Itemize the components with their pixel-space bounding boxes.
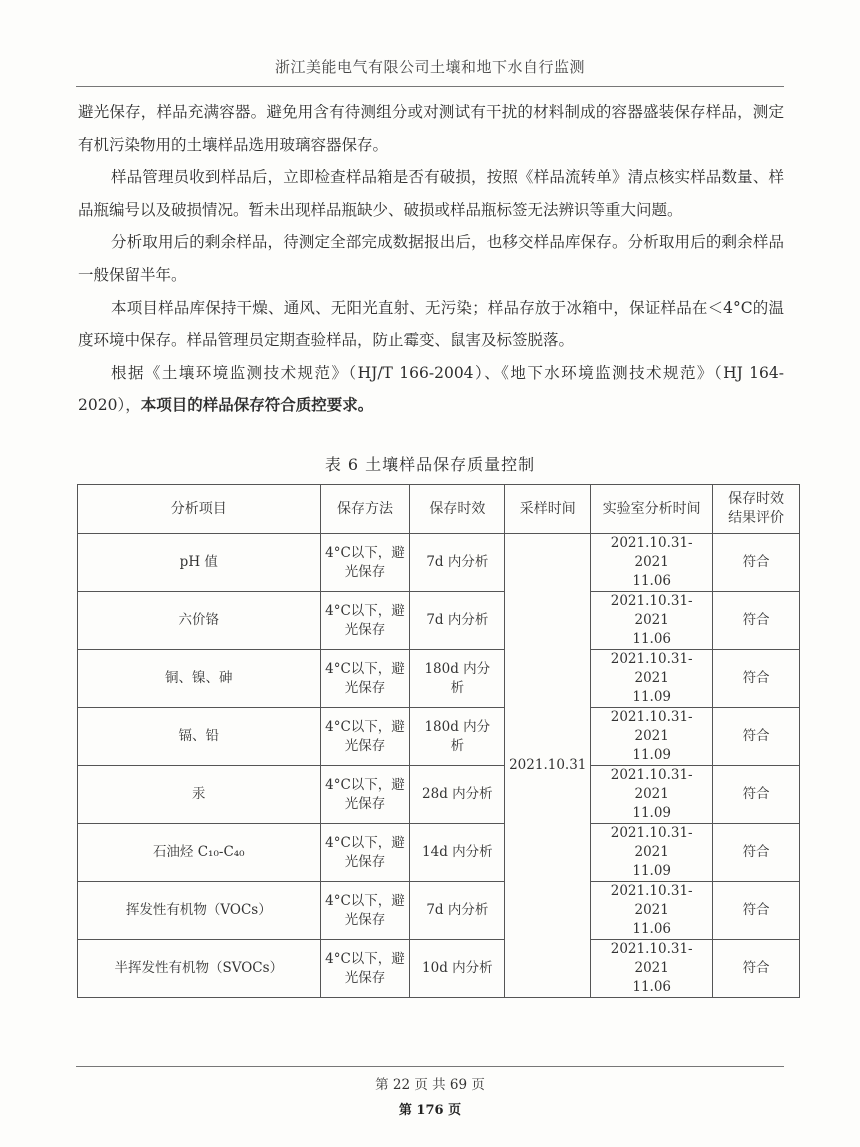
cell-lab-time-line1: 2021.10.31-2021 — [610, 883, 693, 918]
cell-duration — [410, 708, 505, 766]
header-method: 保存方法 — [320, 485, 410, 534]
cell-method-line1: 4°C以下，避 — [325, 892, 405, 909]
header-evaluation-line2: 结果评价 — [728, 510, 785, 526]
header-item: 分析项目 — [78, 485, 321, 534]
paragraph-2: 样品管理员收到样品后，立即检查样品箱是否有破损，按照《样品流转单》清点核实样品数量、样品瓶编号以及破损情况。暂未出现样品瓶缺少、破损或样品瓶标签无法辨识等重大问题。 — [78, 168, 784, 219]
cell-lab-time — [591, 592, 713, 650]
table-header-row — [78, 485, 800, 534]
cell-lab-time — [591, 766, 713, 824]
cell-method-line2: 光保存 — [344, 679, 386, 696]
cell-method-line1: 4°C以下，避 — [325, 834, 405, 851]
cell-evaluation: 符合 — [713, 708, 800, 766]
table-row — [78, 766, 800, 824]
cell-method-line1: 4°C以下，避 — [325, 950, 405, 967]
table-row — [78, 708, 800, 766]
cell-evaluation: 符合 — [713, 534, 800, 592]
cell-method-line1: 4°C以下，避 — [325, 602, 405, 619]
cell-method — [320, 650, 410, 708]
footer-page-number: 第 22 页 共 69 页 — [375, 1077, 485, 1093]
cell-lab-time-line1: 2021.10.31-2021 — [610, 709, 693, 744]
cell-method-line2: 光保存 — [344, 737, 386, 754]
cell-duration — [410, 534, 505, 592]
cell-lab-time — [591, 882, 713, 940]
cell-duration — [410, 824, 505, 882]
cell-method-line1: 4°C以下，避 — [325, 660, 405, 677]
cell-method-line1: 4°C以下，避 — [325, 718, 405, 735]
cell-method-line1: 4°C以下，避 — [325, 776, 405, 793]
header-divider — [76, 86, 784, 87]
header-duration: 保存时效 — [410, 485, 505, 534]
cell-item: 挥发性有机物（VOCs） — [78, 882, 321, 940]
cell-lab-time — [591, 940, 713, 998]
cell-evaluation: 符合 — [713, 650, 800, 708]
cell-method-line2: 光保存 — [344, 853, 386, 870]
cell-lab-time-line1: 2021.10.31-2021 — [610, 593, 693, 628]
cell-duration-line1: 7d 内分析 — [426, 902, 489, 918]
paragraph-4: 本项目样品库保持干燥、通风、无阳光直射、无污染；样品存放于冰箱中，保证样品在＜4°C的温度环境中保存。样品管理员定期查验样品，防止霉变、鼠害及标签脱落。 — [78, 298, 784, 350]
cell-lab-time-line2: 11.09 — [632, 689, 672, 705]
cell-duration — [410, 882, 505, 940]
cell-method-line1: 4°C以下，避 — [325, 544, 405, 561]
paragraph-1: 避光保存，样品充满容器。避免用含有待测组分或对测试有干扰的材料制成的容器盛装保存样品，测定有机污染物用的土壤样品选用玻璃容器保存。 — [78, 103, 784, 154]
table-row — [78, 882, 800, 940]
cell-lab-time-line1: 2021.10.31-2021 — [610, 651, 693, 686]
cell-method — [320, 534, 410, 592]
cell-item: pH 值 — [78, 534, 321, 592]
cell-method — [320, 882, 410, 940]
cell-lab-time-line2: 11.09 — [632, 747, 672, 763]
header-evaluation — [713, 485, 800, 534]
table-row — [78, 940, 800, 998]
cell-sampling-time: 2021.10.31 — [505, 534, 591, 998]
cell-duration — [410, 766, 505, 824]
paragraph-5-conclusion: 本项目的样品保存符合质控要求。 — [140, 395, 374, 415]
cell-lab-time — [591, 824, 713, 882]
cell-item: 石油烃 C₁₀-C₄₀ — [78, 824, 321, 882]
cell-lab-time — [591, 534, 713, 592]
cell-lab-time-line1: 2021.10.31-2021 — [610, 767, 693, 802]
cell-lab-time-line2: 11.06 — [632, 979, 672, 995]
cell-lab-time-line1: 2021.10.31-2021 — [610, 941, 693, 976]
cell-method — [320, 708, 410, 766]
cell-evaluation: 符合 — [713, 766, 800, 824]
paragraph-5 — [78, 357, 784, 422]
paragraph-3: 分析取用后的剩余样品，待测定全部完成数据报出后，也移交样品库保存。分析取用后的剩余样品一般保留半年。 — [78, 233, 784, 284]
cell-lab-time — [591, 708, 713, 766]
footer-total-page: 第 176 页 — [398, 1103, 462, 1118]
cell-method — [320, 824, 410, 882]
cell-item: 半挥发性有机物（SVOCs） — [78, 940, 321, 998]
body-text — [78, 96, 784, 422]
cell-method — [320, 766, 410, 824]
cell-lab-time-line2: 11.06 — [632, 631, 672, 647]
cell-duration-line1: 10d 内分析 — [422, 960, 493, 976]
cell-duration-line2: 析 — [450, 737, 465, 754]
cell-lab-time — [591, 650, 713, 708]
page-header-title: 浙江美能电气有限公司土壤和地下水自行监测 — [274, 58, 585, 76]
cell-method — [320, 592, 410, 650]
cell-method-line2: 光保存 — [344, 911, 386, 928]
cell-evaluation: 符合 — [713, 940, 800, 998]
table-body — [78, 534, 800, 998]
cell-duration — [410, 592, 505, 650]
table-row — [78, 824, 800, 882]
cell-method-line2: 光保存 — [344, 969, 386, 986]
header-evaluation-line1: 保存时效 — [728, 491, 785, 507]
cell-lab-time-line2: 11.09 — [632, 805, 672, 821]
footer-divider — [76, 1066, 784, 1067]
sample-storage-table — [77, 484, 800, 998]
cell-evaluation: 符合 — [713, 824, 800, 882]
cell-lab-time-line2: 11.06 — [632, 573, 672, 589]
cell-method-line2: 光保存 — [344, 795, 386, 812]
header-sampling-time: 采样时间 — [505, 485, 591, 534]
cell-lab-time-line2: 11.09 — [632, 863, 672, 879]
cell-duration-line2: 析 — [450, 679, 465, 696]
cell-method-line2: 光保存 — [344, 621, 386, 638]
cell-evaluation: 符合 — [713, 592, 800, 650]
cell-duration-line1: 28d 内分析 — [422, 786, 493, 802]
cell-item: 铜、镍、砷 — [78, 650, 321, 708]
cell-item: 汞 — [78, 766, 321, 824]
cell-duration-line1: 7d 内分析 — [426, 612, 489, 628]
cell-duration-line1: 14d 内分析 — [422, 844, 493, 860]
table-row — [78, 534, 800, 592]
cell-duration-line1: 7d 内分析 — [426, 554, 489, 570]
cell-item: 六价铬 — [78, 592, 321, 650]
table-caption: 表 6 土壤样品保存质量控制 — [324, 455, 536, 474]
cell-method — [320, 940, 410, 998]
table-row — [78, 650, 800, 708]
cell-evaluation: 符合 — [713, 882, 800, 940]
table-row — [78, 592, 800, 650]
cell-duration-line1: 180d 内分 — [424, 660, 491, 677]
cell-duration-line1: 180d 内分 — [424, 718, 491, 735]
cell-item: 镉、铅 — [78, 708, 321, 766]
cell-duration — [410, 650, 505, 708]
header-lab-time: 实验室分析时间 — [591, 485, 713, 534]
paragraph-5-text: 根据《土壤环境监测技术规范》（HJ/T 166-2004）、《地下水环境监测技术规范》（HJ 164-2020）， — [78, 363, 784, 415]
cell-lab-time-line1: 2021.10.31-2021 — [610, 535, 693, 570]
cell-lab-time-line1: 2021.10.31-2021 — [610, 825, 693, 860]
cell-method-line2: 光保存 — [344, 563, 386, 580]
cell-duration — [410, 940, 505, 998]
cell-lab-time-line2: 11.06 — [632, 921, 672, 937]
